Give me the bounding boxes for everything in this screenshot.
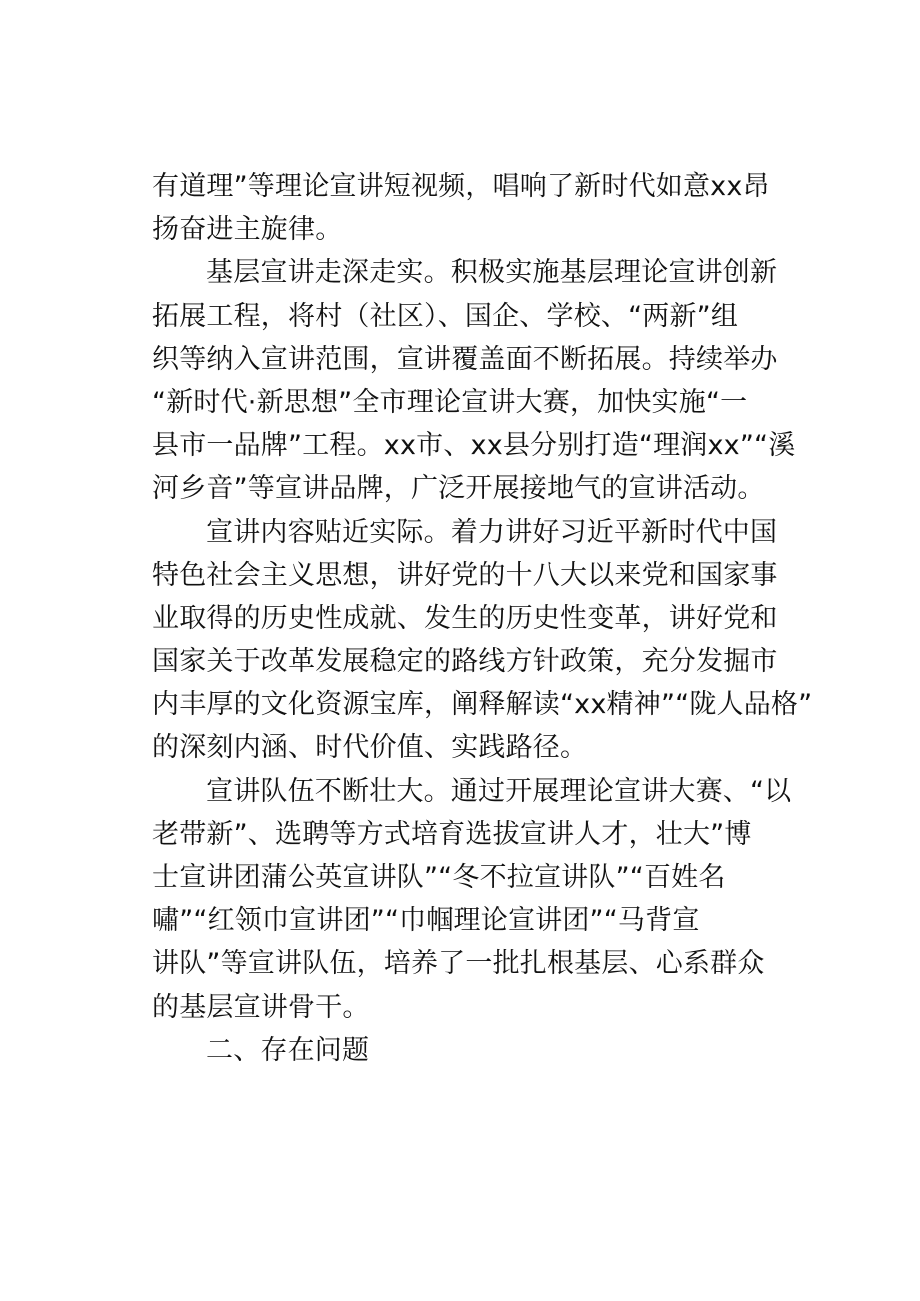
paragraph-first-line: 宣讲队伍不断壮大。通过开展理论宣讲大赛、“以 <box>206 775 792 807</box>
text-line: 业取得的历史性成就、发生的历史性变革，讲好党和 <box>152 602 778 634</box>
text-line: 河乡音”等宣讲品牌，广泛开展接地气的宣讲活动。 <box>152 473 765 505</box>
text-line: 嘯”“红领巾宣讲团”“巾帼理论宣讲团”“马背宣 <box>152 905 700 937</box>
text-line: 士宣讲团蒲公英宣讲队”“冬不拉宣讲队”“百姓名 <box>152 862 726 893</box>
text-line: 县市一品牌”工程。xx市、xx县分别打造“理润xx”“溪 <box>152 430 796 462</box>
text-line: 有道理”等理论宣讲短视频，唱响了新时代如意xx昂 <box>152 171 770 202</box>
text-line: 内丰厚的文化资源宝库，阐释解读“xx精神”“陇人品格” <box>152 689 813 721</box>
text-line: 扬奋进主旋律。 <box>152 214 343 246</box>
text-line: “新时代·新思想”全市理论宣讲大赛，加快实施“一 <box>152 386 748 418</box>
section-heading: 二、存在问题 <box>206 1034 370 1066</box>
document-body <box>152 165 813 1072</box>
text-line: 拓展工程，将村（社区）、国企、学校、“两新”组 <box>152 300 739 332</box>
text-line: 老带新”、选聘等方式培育选拔宣讲人才，壮大”博 <box>152 818 752 850</box>
text-line: 的基层宣讲骨干。 <box>152 991 370 1023</box>
text-line: 的深刻内涵、时代价值、实践路径。 <box>152 732 588 764</box>
paragraph-first-line: 宣讲内容贴近实际。着力讲好习近平新时代中国 <box>206 516 778 548</box>
text-line: 讲队”等宣讲队伍，培养了一批扎根基层、心系群众 <box>152 948 765 980</box>
text-line: 织等纳入宣讲范围，宣讲覆盖面不断拓展。持续举办 <box>152 343 778 375</box>
text-line: 国家关于改革发展稳定的路线方针政策，充分发掘市 <box>152 646 778 678</box>
text-line: 特色社会主义思想，讲好党的十八大以来党和国家事 <box>152 559 778 591</box>
paragraph-first-line: 基层宣讲走深走实。积极实施基层理论宣讲创新 <box>206 257 778 289</box>
